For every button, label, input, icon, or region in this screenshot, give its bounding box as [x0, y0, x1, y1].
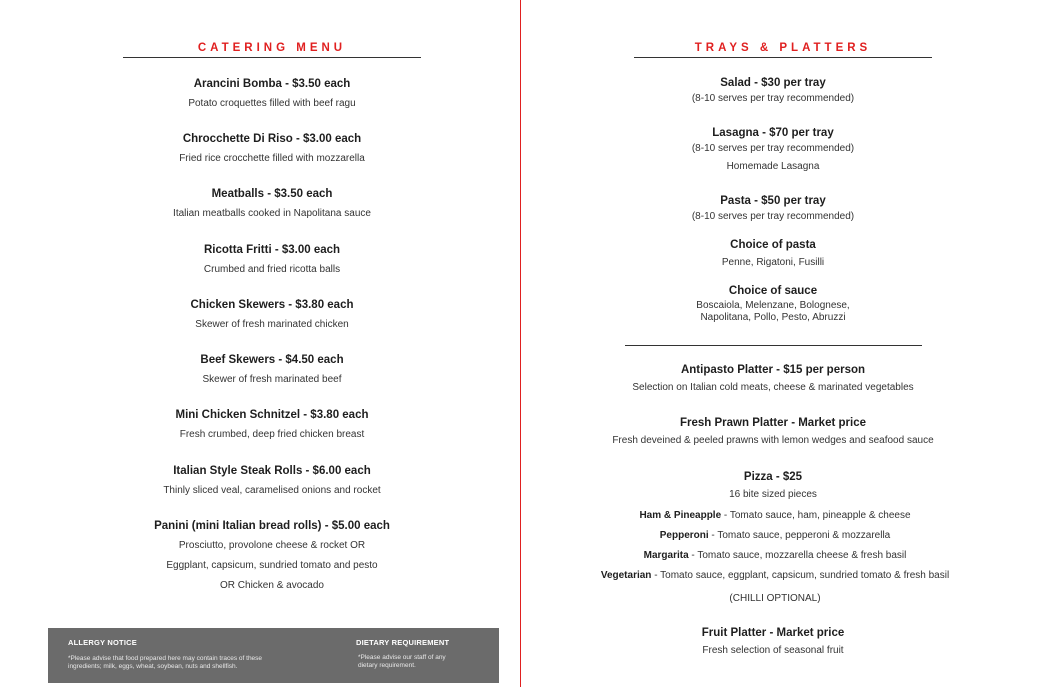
pizza-option-margarita — [540, 550, 1010, 561]
pizza-option-label: Vegetarian — [600, 570, 652, 581]
choice-of-sauce — [560, 285, 986, 324]
pizza-item — [560, 471, 986, 501]
item-note: (8-10 serves per tray recommended) — [691, 211, 855, 222]
pizza-option-label: Ham & Pineapple — [639, 510, 722, 521]
item-desc: Homemade Lasagna — [726, 161, 820, 172]
notice-box — [48, 628, 499, 683]
item-desc: Fresh selection of seasonal fruit — [702, 645, 844, 656]
pasta-item — [560, 195, 986, 223]
item-name: Lasagna - $70 per tray — [712, 127, 834, 139]
catering-menu-title: CATERING MENU — [197, 42, 347, 54]
section-divider — [625, 345, 922, 346]
item-name: Fruit Platter - Market price — [701, 627, 845, 639]
pizza-option-vegetarian — [540, 570, 1010, 581]
pizza-option-text: - Tomato sauce, mozzarella cheese & fresh basil — [688, 550, 907, 561]
allergy-notice-line: *Please advise that food prepared here may contain traces of these — [68, 655, 263, 662]
trays-title-rule — [634, 57, 932, 58]
menu-item-crocchette — [100, 133, 444, 165]
menu-item-ricotta — [100, 244, 444, 276]
item-desc: Fresh deveined & peeled prawns with lemon wedges and seafood sauce — [612, 435, 934, 446]
item-desc: 16 bite sized pieces — [729, 489, 817, 500]
catering-title-rule — [123, 57, 421, 58]
menu-item-schnitzel — [100, 409, 444, 441]
item-note: (8-10 serves per tray recommended) — [691, 143, 855, 154]
item-name: Chicken Skewers - $3.80 each — [190, 299, 354, 311]
pizza-option-text: - Tomato sauce, ham, pineapple & cheese — [721, 510, 911, 521]
vertical-divider — [520, 0, 521, 687]
pizza-option-label: Margarita — [643, 550, 689, 561]
menu-item-beef-skewers — [100, 354, 444, 386]
item-name: Mini Chicken Schnitzel - $3.80 each — [175, 409, 369, 421]
dietary-line: dietary requirement. — [358, 662, 416, 669]
antipasto-platter — [560, 364, 986, 394]
item-name: Ricotta Fritti - $3.00 each — [203, 244, 341, 256]
item-desc: Italian meatballs cooked in Napolitana sauce — [173, 208, 371, 219]
item-desc: Prosciutto, provolone cheese & rocket OR — [178, 540, 366, 551]
menu-item-meatballs — [100, 188, 444, 220]
item-name: Arancini Bomba - $3.50 each — [193, 78, 351, 90]
lasagna-item — [560, 127, 986, 173]
dietary-requirement-title: DIETARY REQUIREMENT — [356, 638, 450, 647]
item-desc: Skewer of fresh marinated beef — [202, 374, 342, 385]
item-name: Pizza - $25 — [743, 471, 803, 483]
item-desc: Eggplant, capsicum, sundried tomato and pesto — [166, 560, 378, 571]
prawn-platter — [560, 417, 986, 447]
item-desc: Fresh crumbed, deep fried chicken breast — [179, 429, 365, 440]
chilli-optional-note: (CHILLI OPTIONAL) — [729, 593, 821, 604]
item-note: (8-10 serves per tray recommended) — [691, 93, 855, 104]
pizza-option-label: Pepperoni — [659, 530, 709, 541]
item-desc: Crumbed and fried ricotta balls — [203, 264, 341, 275]
pizza-option-text: - Tomato sauce, pepperoni & mozzarella — [708, 530, 891, 541]
item-name: Italian Style Steak Rolls - $6.00 each — [173, 465, 371, 477]
item-name: Choice of pasta — [730, 239, 816, 251]
pizza-option-ham-pineapple — [540, 510, 1010, 521]
item-name: Salad - $30 per tray — [720, 77, 826, 89]
item-desc: Boscaiola, Melenzane, Bolognese, — [696, 300, 850, 311]
menu-item-steak-rolls — [100, 465, 444, 497]
item-desc: Penne, Rigatoni, Fusilli — [721, 257, 825, 268]
item-desc: Selection on Italian cold meats, cheese & marinated vegetables — [632, 382, 914, 393]
item-name: Beef Skewers - $4.50 each — [200, 354, 344, 366]
item-desc: OR Chicken & avocado — [220, 580, 324, 591]
item-desc: Skewer of fresh marinated chicken — [195, 319, 349, 330]
allergy-notice-line: ingredients; milk, eggs, wheat, soybean, nuts and shellfish. — [68, 663, 238, 670]
item-name: Panini (mini Italian bread rolls) - $5.00 each — [154, 520, 390, 532]
item-name: Pasta - $50 per tray — [720, 195, 826, 207]
dietary-line: *Please advise our staff of any — [358, 654, 446, 661]
fruit-platter — [560, 627, 986, 657]
allergy-notice-text — [68, 655, 348, 671]
menu-item-arancini — [100, 78, 444, 110]
item-desc: Thinly sliced veal, caramelised onions and rocket — [163, 485, 381, 496]
dietary-requirement-text — [358, 654, 493, 670]
choice-of-pasta — [560, 239, 986, 269]
salad-item — [560, 77, 986, 105]
item-name: Choice of sauce — [728, 285, 818, 297]
allergy-notice-title: ALLERGY NOTICE — [68, 638, 137, 647]
pizza-option-text: - Tomato sauce, eggplant, capsicum, sundried tomato & fresh basil — [651, 570, 950, 581]
item-desc: Napolitana, Pollo, Pesto, Abruzzi — [700, 312, 846, 323]
trays-platters-title: TRAYS & PLATTERS — [694, 42, 872, 54]
menu-item-chicken-skewers — [100, 299, 444, 331]
item-name: Chrocchette Di Riso - $3.00 each — [182, 133, 362, 145]
item-desc: Potato croquettes filled with beef ragu — [188, 98, 356, 109]
item-name: Antipasto Platter - $15 per person — [680, 364, 866, 376]
item-name: Fresh Prawn Platter - Market price — [680, 417, 866, 429]
item-desc: Fried rice crocchette filled with mozzarella — [179, 153, 365, 164]
menu-item-panini — [100, 520, 444, 592]
item-name: Meatballs - $3.50 each — [211, 188, 333, 200]
pizza-option-pepperoni — [540, 530, 1010, 541]
